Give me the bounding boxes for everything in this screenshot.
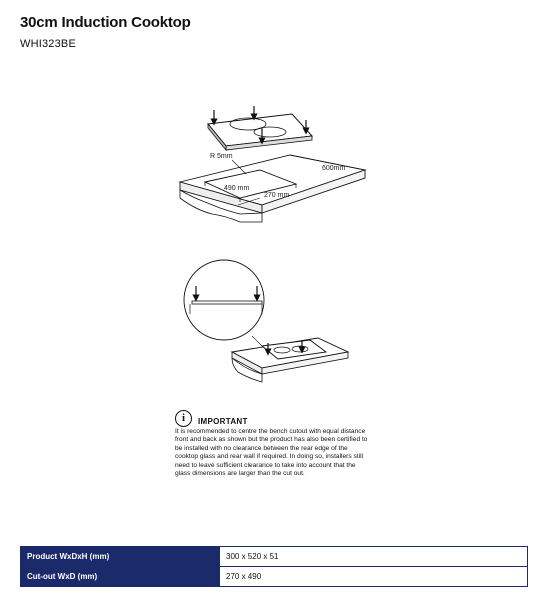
cutout-width-label: 490 mm [224,185,250,192]
product-title: 30cm Induction Cooktop [20,14,191,31]
info-icon: i [175,410,192,427]
specs-table [20,546,528,587]
spec-label-cutout: Cut-out WxD (mm) [21,567,220,587]
important-title: IMPORTANT [198,417,248,426]
radius-label: R 5mm [210,153,233,160]
cutout-depth-label: 270 mm [264,192,290,199]
important-note [175,410,370,478]
important-text: It is recommended to centre the bench cutout with equal distance front and back as shown but the product has also been certified to be installed with no clearance between the rear edge of the cooktop glass and rear wall if required. In doing so, installers still need to leave sufficient clearance to take into account that the glass dimensions are larger than the cut out. [175,428,368,478]
table-row [21,567,528,587]
spec-value-cutout: 270 x 490 [220,567,528,587]
cooktop-top-view [208,106,312,150]
spec-label-product: Product WxDxH (mm) [21,547,220,567]
installed-cooktop [232,338,348,382]
table-row [21,547,528,567]
spec-value-product: 300 x 520 x 51 [220,547,528,567]
model-number: WHI323BE [20,38,77,50]
magnified-edge-detail [184,260,266,350]
depth-label: 600mm [322,165,346,172]
